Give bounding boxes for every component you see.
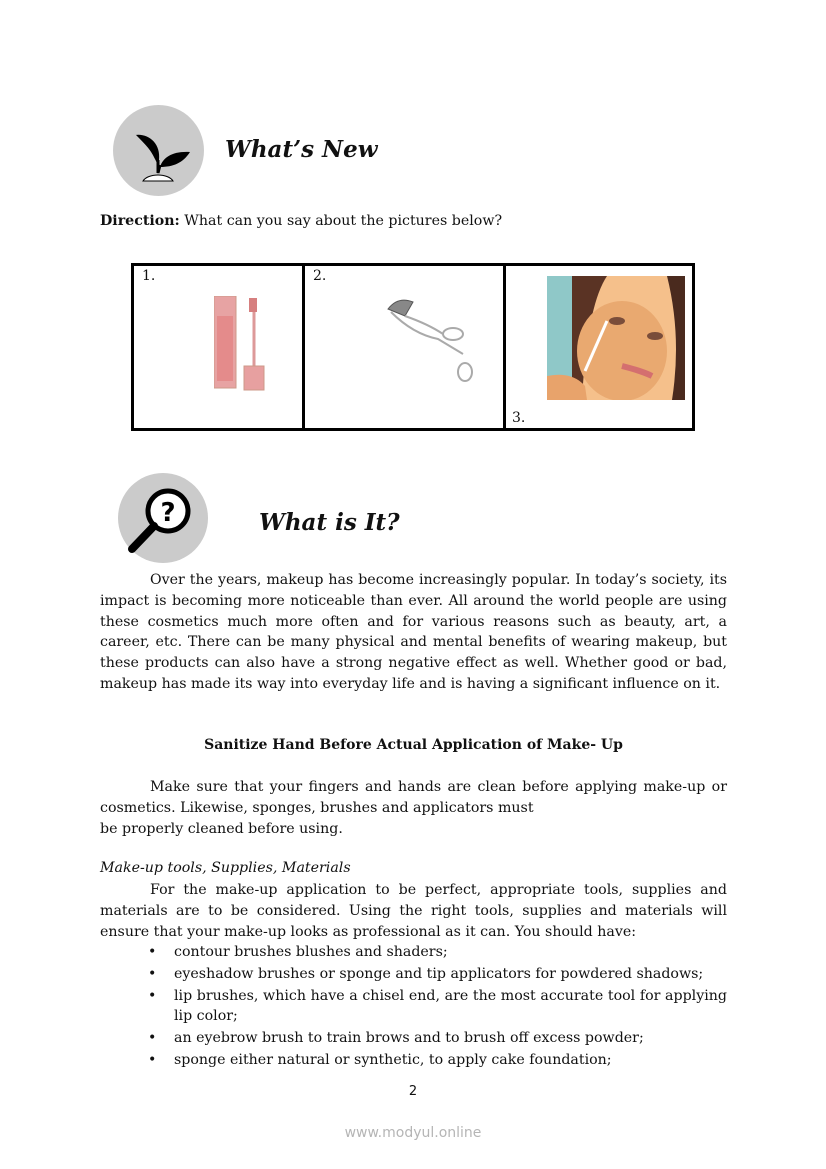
pictures-table — [131, 263, 695, 431]
intro-paragraph-text: Over the years, makeup has become increasingly popular. In today’s society, its impact is becoming more noticeable than ever. All around the world people are using these cosmetics much more often and for various reasons such as beauty, art, a career, etc. There can be many physical and mental benefits of wearing makeup, but these products can also have a strong negative effect as well. Whether good or bad, makeup has made its way into everyday life and is having a significant influence on it. — [100, 572, 727, 692]
what-is-it-title: What is It? — [259, 509, 400, 536]
whats-new-title: What’s New — [225, 136, 378, 163]
picture-number: 1. — [142, 268, 156, 284]
picture-cell-3 — [505, 265, 694, 430]
list-item: • an eyebrow brush to train brows and to brush off excess powder; — [100, 1028, 727, 1049]
list-item: • eyeshadow brushes or sponge and tip applicators for powdered shadows; — [100, 964, 727, 985]
picture-cell-2 — [304, 265, 505, 430]
sanitize-heading: Sanitize Hand Before Actual Application of Make- Up — [204, 737, 623, 753]
magnifier-question-icon — [118, 473, 208, 563]
svg-text:?: ? — [160, 498, 176, 528]
sanitize-line: be properly cleaned before using. — [100, 820, 343, 837]
picture-cell-1 — [133, 265, 304, 430]
list-item: • lip brushes, which have a chisel end, are the most accurate tool for applying lip color; — [100, 986, 727, 1028]
page-number: 2 — [408, 1084, 418, 1099]
tools-list — [100, 942, 727, 1072]
direction-text: What can you say about the pictures below? — [179, 213, 503, 229]
tools-paragraph — [100, 880, 727, 942]
tools-heading: Make-up tools, Supplies, Materials — [100, 860, 351, 876]
sanitize-line: cosmetics. Likewise, sponges, brushes and applicators must — [100, 799, 534, 816]
sanitize-line: Make sure that your fingers and hands are clean before applying make-up or — [150, 779, 727, 795]
watermark: www.modyul.online — [344, 1125, 482, 1141]
list-item: • sponge either natural or synthetic, to apply cake foundation; — [100, 1050, 727, 1071]
woman-applying-makeup-image — [547, 276, 685, 400]
lip-gloss-image — [214, 296, 274, 391]
sanitize-paragraph — [100, 777, 727, 839]
direction-line — [100, 213, 502, 229]
direction-label: Direction: — [100, 213, 180, 229]
picture-number: 3. — [512, 410, 526, 426]
plant-sprout-icon — [113, 105, 204, 196]
list-item: • contour brushes blushes and shaders; — [100, 942, 727, 963]
tools-paragraph-text: For the make-up application to be perfect, appropriate tools, supplies and materials are to be considered. Using the right tools, supplies and materials will ensure that your make-up looks as professional as it can. You should have: — [100, 882, 727, 940]
intro-paragraph — [100, 570, 727, 695]
picture-number: 2. — [313, 268, 327, 284]
eyelash-curler-image — [383, 294, 478, 384]
